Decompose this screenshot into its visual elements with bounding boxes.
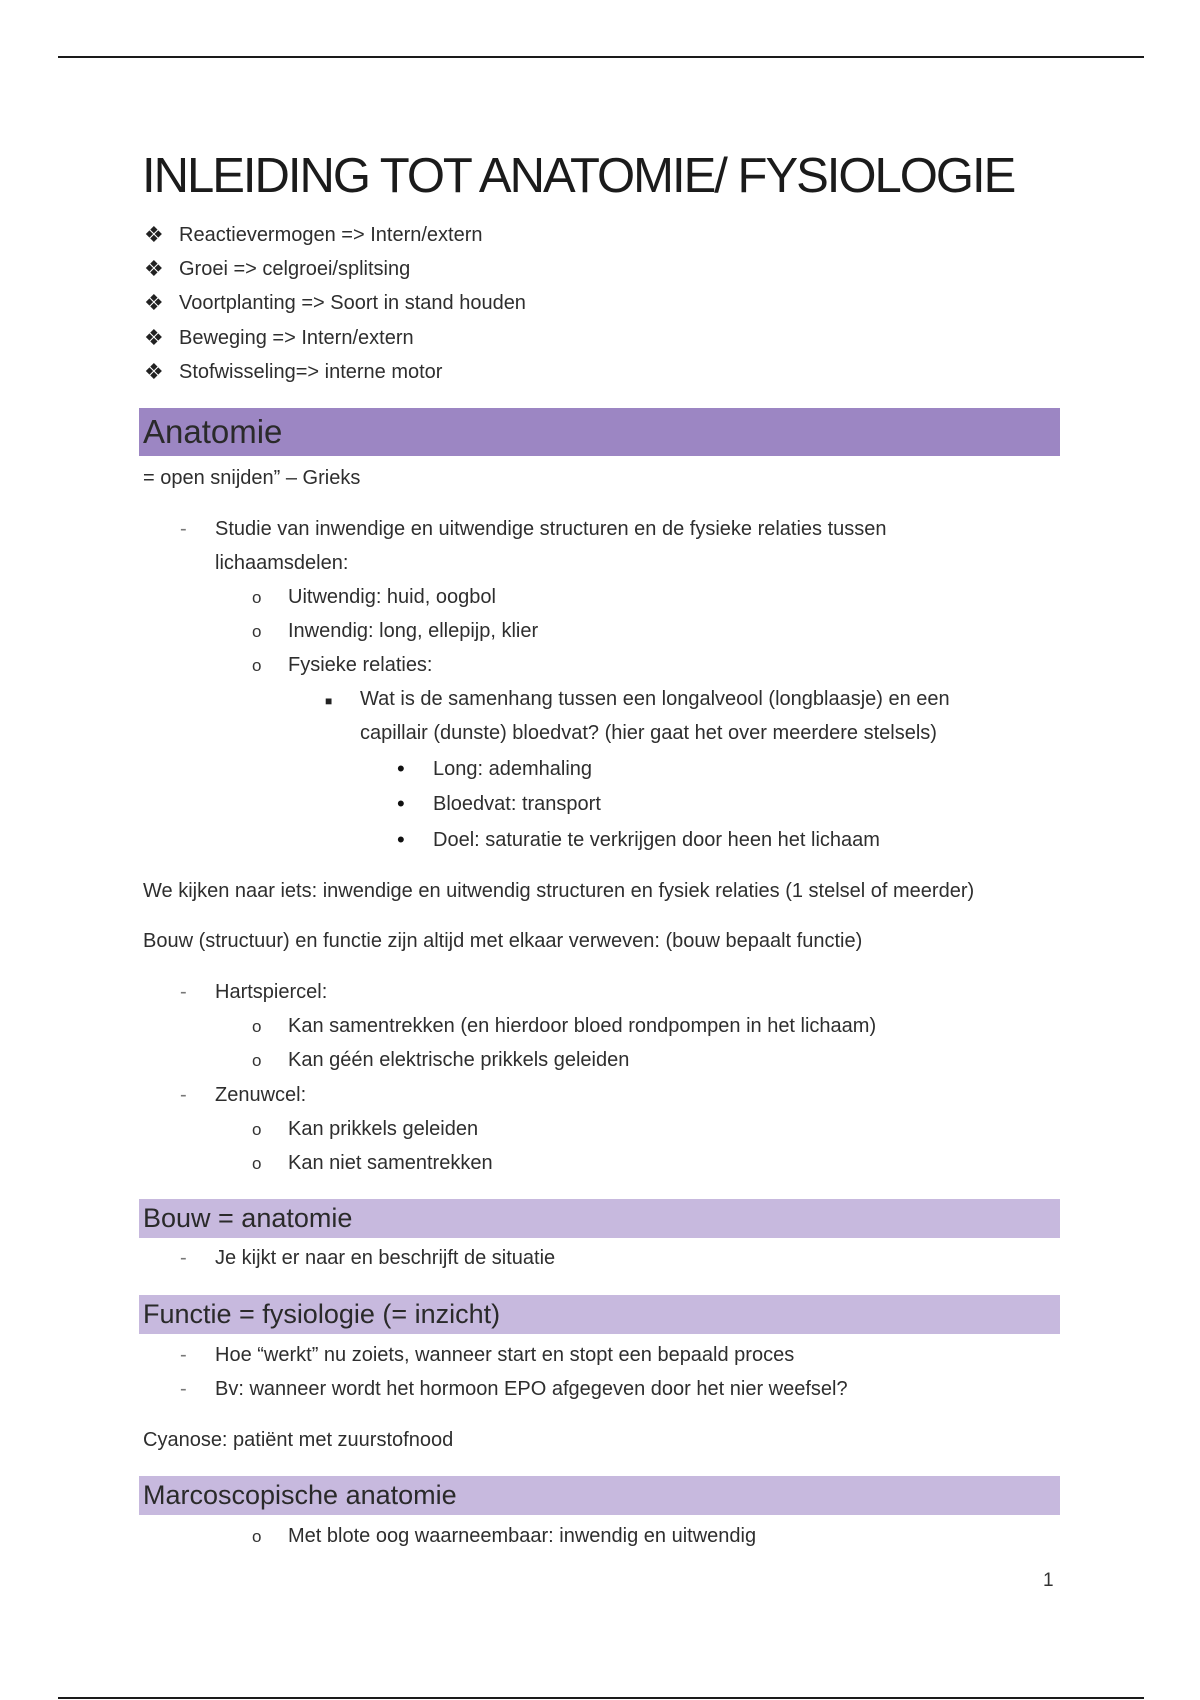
bullet-item: Long: ademhaling [433, 758, 593, 780]
dash-bullet-icon: - [180, 1247, 187, 1269]
dash-bullet-icon: - [180, 518, 187, 540]
heading-functie: Functie = fysiologie (= inzicht) [139, 1295, 1060, 1334]
intro-item: Groei => celgroei/splitsing [179, 258, 411, 280]
dot-bullet-icon: • [397, 791, 405, 816]
circle-bullet-icon: o [252, 622, 262, 641]
top-rule [58, 56, 1144, 58]
dash-bullet-icon: - [180, 1084, 187, 1106]
intro-item: Stofwisseling=> interne motor [179, 361, 443, 383]
heading-anatomie: Anatomie [139, 408, 1060, 456]
paragraph: Bouw (structuur) en functie zijn altijd met elkaar verweven: (bouw bepaalt functie) [143, 930, 863, 952]
sub-item: Kan samentrekken (en hierdoor bloed rondpompen in het lichaam) [288, 1015, 877, 1037]
circle-bullet-icon: o [252, 1154, 262, 1173]
circle-bullet-icon: o [252, 588, 262, 607]
sub-item: Kan niet samentrekken [288, 1152, 493, 1174]
intro-item: Voortplanting => Soort in stand houden [179, 292, 526, 314]
dot-bullet-icon: • [397, 756, 405, 781]
page-title: INLEIDING TOT ANATOMIE/ FYSIOLOGIE [142, 149, 1015, 203]
question-line: capillair (dunste) bloedvat? (hier gaat het over meerdere stelsels) [360, 722, 937, 744]
bouw-item: Je kijkt er naar en beschrijft de situatie [215, 1247, 556, 1269]
bullet-item: Doel: saturatie te verkrijgen door heen het lichaam [433, 829, 880, 851]
functie-item: Hoe “werkt” nu zoiets, wanneer start en stopt een bepaald proces [215, 1344, 795, 1366]
dash-bullet-icon: - [180, 1378, 187, 1400]
sub-item: Kan prikkels geleiden [288, 1118, 479, 1140]
circle-bullet-icon: o [252, 1120, 262, 1139]
zenuwcel-label: Zenuwcel: [215, 1084, 307, 1106]
diamond-bullet-icon: ❖ [144, 290, 164, 315]
heading-bouw: Bouw = anatomie [139, 1199, 1060, 1238]
diamond-bullet-icon: ❖ [144, 359, 164, 384]
intro-item: Beweging => Intern/extern [179, 327, 414, 349]
study-line: lichaamsdelen: [215, 552, 349, 574]
circle-bullet-icon: o [252, 1017, 262, 1036]
diamond-bullet-icon: ❖ [144, 256, 164, 281]
macro-item: Met blote oog waarneembaar: inwendig en uitwendig [288, 1525, 757, 1547]
heading-macroscopische: Marcoscopische anatomie [139, 1476, 1060, 1515]
bullet-item: Bloedvat: transport [433, 793, 601, 815]
page-number: 1 [1043, 1570, 1054, 1591]
diamond-bullet-icon: ❖ [144, 325, 164, 350]
circle-bullet-icon: o [252, 1527, 262, 1546]
circle-bullet-icon: o [252, 656, 262, 675]
anatomie-definition: = open snijden” – Grieks [143, 467, 361, 489]
sub-item: Inwendig: long, ellepijp, klier [288, 620, 539, 642]
sub-item: Fysieke relaties: [288, 654, 433, 676]
sub-item: Uitwendig: huid, oogbol [288, 586, 496, 608]
question-line: Wat is de samenhang tussen een longalveool (longblaasje) en een [360, 688, 950, 710]
dash-bullet-icon: - [180, 981, 187, 1003]
dash-bullet-icon: - [180, 1344, 187, 1366]
bottom-rule [58, 1697, 1144, 1699]
hartspiercel-label: Hartspiercel: [215, 981, 328, 1003]
cyanose-text: Cyanose: patiënt met zuurstofnood [143, 1429, 454, 1451]
paragraph: We kijken naar iets: inwendige en uitwendig structuren en fysiek relaties (1 stelsel of meerder) [143, 880, 975, 902]
study-line: Studie van inwendige en uitwendige structuren en de fysieke relaties tussen [215, 518, 887, 540]
sub-item: Kan géén elektrische prikkels geleiden [288, 1049, 630, 1071]
dot-bullet-icon: • [397, 827, 405, 852]
circle-bullet-icon: o [252, 1051, 262, 1070]
functie-item: Bv: wanneer wordt het hormoon EPO afgegeven door het nier weefsel? [215, 1378, 848, 1400]
square-bullet-icon: ■ [325, 694, 333, 708]
diamond-bullet-icon: ❖ [144, 222, 164, 247]
intro-item: Reactievermogen => Intern/extern [179, 224, 483, 246]
